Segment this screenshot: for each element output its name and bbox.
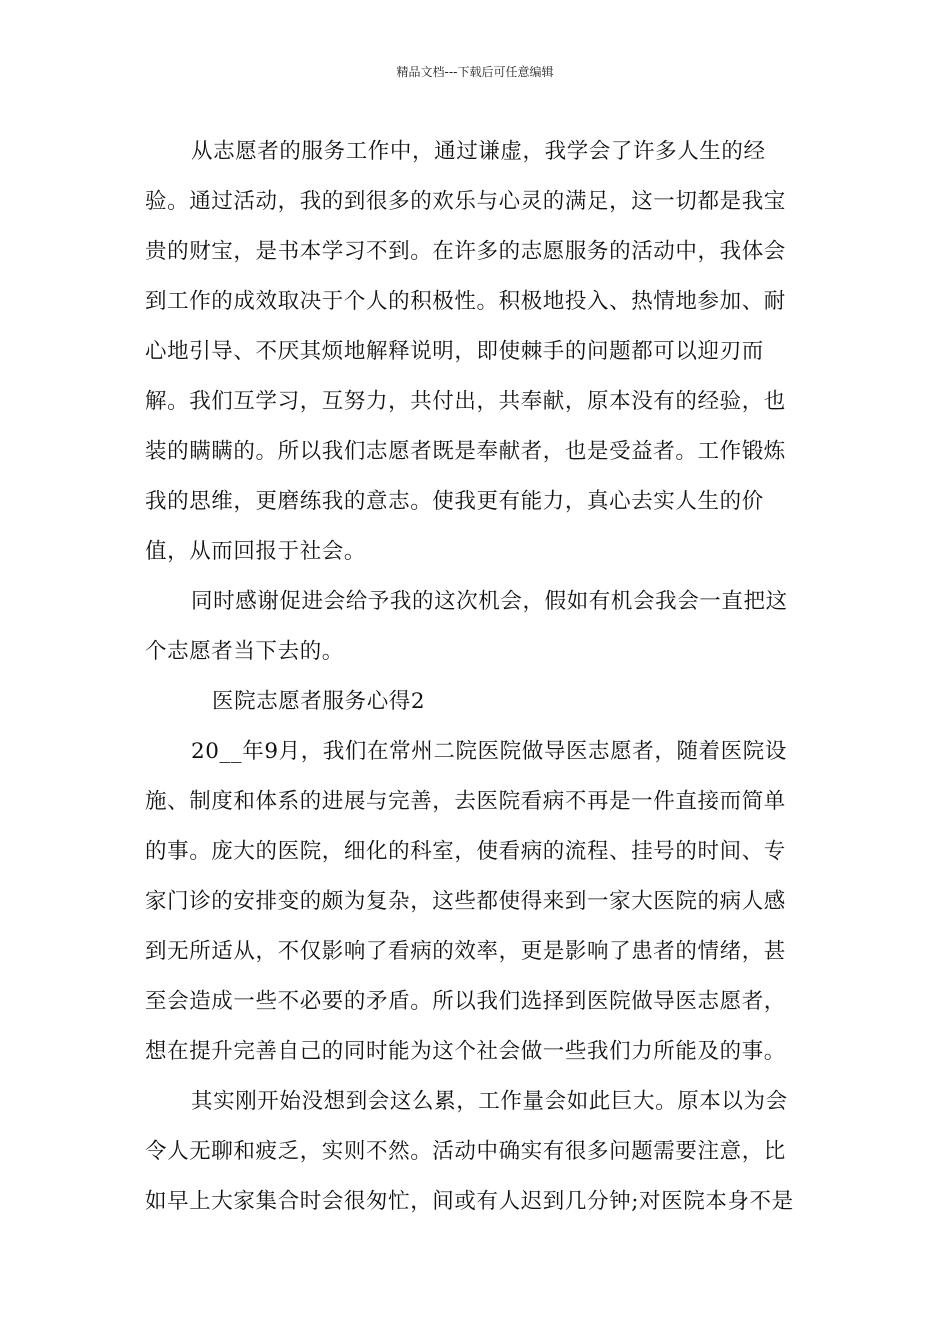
- paragraph-1: 从志愿者的服务工作中，通过谦虚，我学会了许多人生的经验。通过活动，我的到很多的欢乐与心灵的满足，这一切都是我宝贵的财宝，是书本学习不到。在许多的志愿服务的活动中，我体会到工作的成效取决于个人的积极性。积极地投入、热情地参加、耐心地引导、不厌其烦地解释说明，即使棘手的问题都可以迎刃而解。我们互学习，互努力，共付出，共奉献，原本没有的经验，也装的瞒瞒的。所以我们志愿者既是奉献者，也是受益者。工作锻炼我的思维，更磨练我的意志。使我更有能力，真心去实人生的价值，从而回报于社会。: [145, 139, 786, 564]
- section-heading: 医院志愿者服务心得2: [212, 689, 426, 714]
- paragraph-3: 20__年9月，我们在常州二院医院做导医志愿者，随着医院设施、制度和体系的进展与完善，去医院看病不再是一件直接而简单的事。庞大的医院，细化的科室，使看病的流程、挂号的时间、专家门诊的安排变的颇为复杂，这些都使得来到一家大医院的病人感到无所适从，不仅影响了看病的效率，更是影响了患者的情绪，甚至会造成一些不必要的矛盾。所以我们选择到医院做导医志愿者，想在提升完善自己的同时能为这个社会做一些我们力所能及的事。: [145, 739, 787, 1064]
- page-header: 精品文档---下载后可任意编辑: [396, 65, 554, 79]
- document-body: [145, 127, 807, 1227]
- paragraph-4: 其实刚开始没想到会这么累，工作量会如此巨大。原本以为会令人无聊和疲乏，实则不然。活动中确实有很多问题需要注意，比如早上大家集合时会很匆忙，间或有人迟到几分钟;对医院本身不是: [145, 1089, 794, 1214]
- paragraph-2: 同时感谢促进会给予我的这次机会，假如有机会我会一直把这个志愿者当下去的。: [145, 589, 788, 664]
